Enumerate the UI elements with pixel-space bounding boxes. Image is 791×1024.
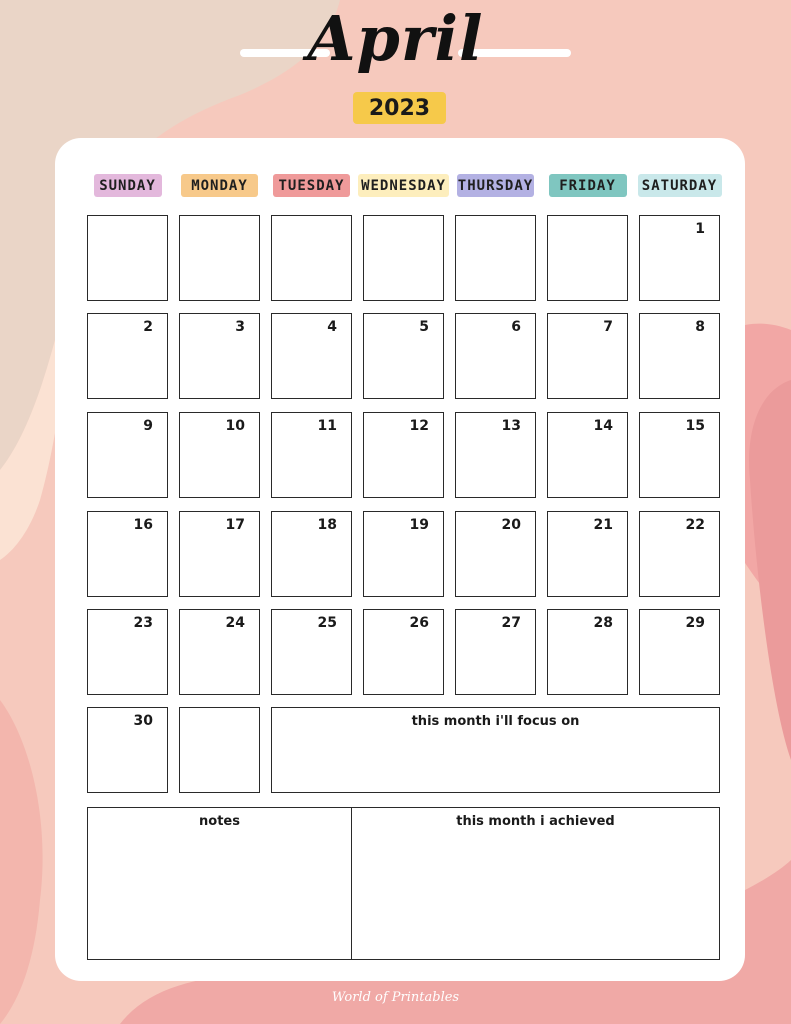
date-number: 6	[511, 319, 521, 335]
day-cell-23[interactable]	[87, 609, 168, 695]
empty-day-cell[interactable]	[179, 215, 260, 301]
day-cell-14[interactable]	[547, 412, 628, 498]
day-cell-28[interactable]	[547, 609, 628, 695]
weekday-label-friday: FRIDAY	[549, 174, 627, 197]
day-cell-29[interactable]	[639, 609, 720, 695]
date-number: 2	[143, 319, 153, 335]
date-number: 27	[501, 615, 521, 631]
date-number: 4	[327, 319, 337, 335]
day-cell-25[interactable]	[271, 609, 352, 695]
day-cell-12[interactable]	[363, 412, 444, 498]
empty-day-cell[interactable]	[455, 215, 536, 301]
date-number: 20	[501, 517, 521, 533]
day-cell-8[interactable]	[639, 313, 720, 399]
day-cell-22[interactable]	[639, 511, 720, 597]
date-number: 22	[685, 517, 705, 533]
day-cell-1[interactable]	[639, 215, 720, 301]
date-number: 25	[317, 615, 337, 631]
footer-brand: World of Printables	[331, 990, 460, 1005]
weekday-label-monday: MONDAY	[181, 174, 258, 197]
day-cell-27[interactable]	[455, 609, 536, 695]
date-number: 26	[409, 615, 429, 631]
date-number: 16	[133, 517, 153, 533]
date-number: 28	[593, 615, 613, 631]
achieved-box[interactable]	[351, 807, 720, 960]
date-number: 12	[409, 418, 429, 434]
day-cell-7[interactable]	[547, 313, 628, 399]
date-number: 13	[501, 418, 521, 434]
focus-box-label: this month i'll focus on	[411, 714, 580, 729]
day-cell-6[interactable]	[455, 313, 536, 399]
date-number: 29	[685, 615, 705, 631]
day-cell-11[interactable]	[271, 412, 352, 498]
date-number: 21	[593, 517, 613, 533]
day-cell-4[interactable]	[271, 313, 352, 399]
date-number: 11	[317, 418, 337, 434]
day-cell-3[interactable]	[179, 313, 260, 399]
date-number: 23	[133, 615, 153, 631]
notes-box[interactable]	[87, 807, 352, 960]
focus-box[interactable]	[271, 707, 720, 793]
date-number: 10	[225, 418, 245, 434]
date-number: 24	[225, 615, 245, 631]
day-cell-5[interactable]	[363, 313, 444, 399]
date-number: 14	[593, 418, 613, 434]
date-number: 9	[143, 418, 153, 434]
weekday-label-wednesday: WEDNESDAY	[358, 174, 449, 197]
date-number: 1	[695, 221, 705, 237]
empty-day-cell[interactable]	[271, 215, 352, 301]
day-cell-17[interactable]	[179, 511, 260, 597]
day-cell-2[interactable]	[87, 313, 168, 399]
date-number: 8	[695, 319, 705, 335]
date-number: 19	[409, 517, 429, 533]
day-cell-26[interactable]	[363, 609, 444, 695]
empty-day-cell[interactable]	[547, 215, 628, 301]
date-number: 15	[685, 418, 705, 434]
weekday-label-saturday: SATURDAY	[638, 174, 722, 197]
weekday-label-sunday: SUNDAY	[94, 174, 162, 197]
notes-box-label: notes	[199, 814, 240, 829]
weekday-label-thursday: THURSDAY	[457, 174, 534, 197]
date-number: 3	[235, 319, 245, 335]
day-cell-15[interactable]	[639, 412, 720, 498]
date-number: 18	[317, 517, 337, 533]
date-number: 17	[225, 517, 245, 533]
day-cell-19[interactable]	[363, 511, 444, 597]
date-number: 7	[603, 319, 613, 335]
day-cell-18[interactable]	[271, 511, 352, 597]
day-cell-13[interactable]	[455, 412, 536, 498]
day-cell-10[interactable]	[179, 412, 260, 498]
empty-day-cell[interactable]	[179, 707, 260, 793]
weekday-label-tuesday: TUESDAY	[273, 174, 350, 197]
day-cell-24[interactable]	[179, 609, 260, 695]
year-badge: 2023	[353, 92, 446, 124]
day-cell-9[interactable]	[87, 412, 168, 498]
achieved-box-label: this month i achieved	[456, 814, 615, 829]
day-cell-16[interactable]	[87, 511, 168, 597]
day-cell-21[interactable]	[547, 511, 628, 597]
empty-day-cell[interactable]	[363, 215, 444, 301]
empty-day-cell[interactable]	[87, 215, 168, 301]
month-title: April	[307, 2, 484, 75]
day-cell-30[interactable]	[87, 707, 168, 793]
date-number: 5	[419, 319, 429, 335]
date-number: 30	[133, 713, 153, 729]
day-cell-20[interactable]	[455, 511, 536, 597]
